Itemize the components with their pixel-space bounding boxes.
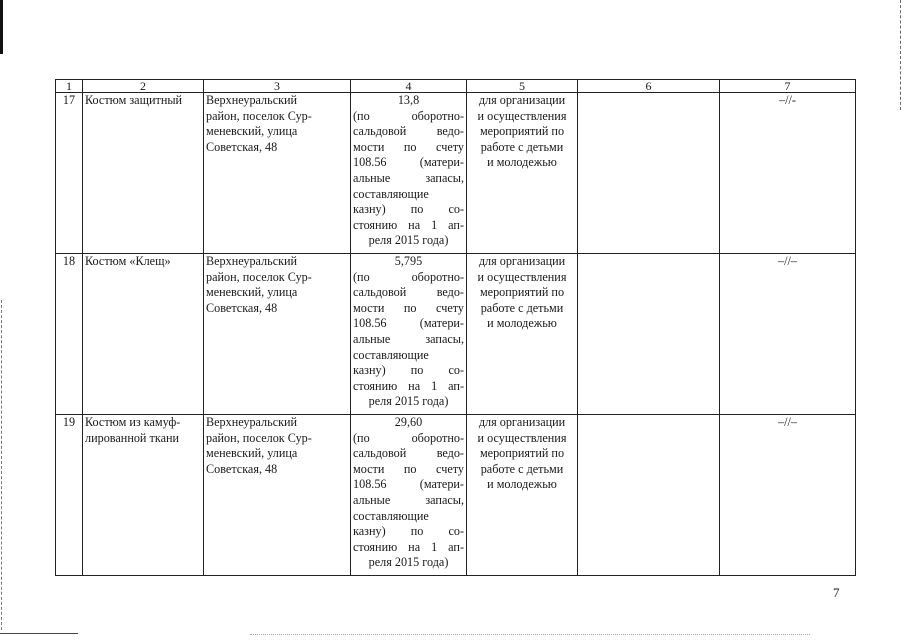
header-cell-4: 4 [351,80,467,93]
value-note-line: (по оборотно- [353,430,464,445]
purpose-cell [467,93,578,254]
value-note-line: 108.56 (матери- [353,477,464,492]
page-number: 7 [833,585,840,600]
value-cell [351,254,467,415]
address-line: Советская, 48 [206,300,278,315]
purpose-line: работе с детьми [480,461,564,476]
address-line: меневский, улица [206,124,298,139]
purpose-line: мероприятий по [479,285,565,300]
row-number: 19 [56,415,83,576]
purpose-line: мероприятий по [479,446,565,461]
address-cell [204,93,351,254]
header-cell-7: 7 [720,80,856,93]
value-note-line: сальдовой ведо- [353,446,464,461]
value-note-line: сальдовой ведо- [353,285,464,300]
table-row [56,93,856,254]
purpose-cell [467,415,578,576]
value-note-line: (по оборотно- [353,269,464,284]
value-note-line: сальдовой ведо- [353,124,464,139]
column-7-cell: –//– [720,254,856,415]
item-name-line: лированной ткани [85,430,180,445]
scan-edge-dashes-left [1,300,3,630]
purpose-line: и молодежью [487,155,557,170]
address-line: район, поселок Сур- [206,269,312,284]
purpose-cell [467,254,578,415]
header-cell-2: 2 [83,80,204,93]
purpose-line: и молодежью [487,316,557,331]
purpose-line: и осуществления [477,430,567,445]
item-value: 5,795 [394,254,423,268]
value-note-line: мости по счету [353,139,464,154]
value-note-line: казну) по со- [353,202,464,217]
header-cell-1: 1 [56,80,83,93]
value-note-line: казну) по со- [353,363,464,378]
value-note-line: мости по счету [353,300,464,315]
value-note-line: стоянию на 1 ап- [353,378,464,393]
value-note-line: стоянию на 1 ап- [353,217,464,232]
address-line: район, поселок Сур- [206,108,312,123]
address-cell [204,254,351,415]
address-line: меневский, улица [206,285,298,300]
value-cell [351,93,467,254]
purpose-line: для организации [478,415,566,429]
column-7-cell: –//– [720,415,856,576]
address-line: Верхнеуральский [206,415,298,429]
address-line: Советская, 48 [206,461,278,476]
value-note-line: 108.56 (матери- [353,155,464,170]
value-note-line: альные запасы, [353,170,464,185]
purpose-line: для организации [478,254,566,268]
purpose-line: и молодежью [487,477,557,492]
value-note-line: мости по счету [353,461,464,476]
header-row [56,80,856,93]
scan-bottom-line [0,633,78,634]
address-line: район, поселок Сур- [206,430,312,445]
value-note-line: альные запасы, [353,492,464,507]
purpose-line: для организации [478,93,566,107]
row-number: 18 [56,254,83,415]
column-7-cell: –//- [720,93,856,254]
value-note-line: составляющие [353,347,429,362]
address-line: Верхнеуральский [206,254,298,268]
header-cell-6: 6 [578,80,720,93]
purpose-line: и осуществления [477,108,567,123]
column-6-cell [578,415,720,576]
value-note-line: (по оборотно- [353,108,464,123]
table-row [56,415,856,576]
item-name-line: Костюм из камуф- [85,415,181,429]
value-note-line: составляющие [353,508,429,523]
item-value: 13,8 [397,93,420,107]
item-name-cell [83,254,204,415]
value-note-line: альные запасы, [353,331,464,346]
item-name-cell [83,93,204,254]
address-line: Верхнеуральский [206,93,298,107]
address-cell [204,415,351,576]
purpose-line: работе с детьми [480,139,564,154]
property-table [55,79,856,576]
item-value: 29,60 [394,415,423,429]
purpose-line: и осуществления [477,269,567,284]
column-6-cell [578,93,720,254]
header-cell-3: 3 [204,80,351,93]
scan-bottom-dots [250,634,810,636]
purpose-line: мероприятий по [479,124,565,139]
scan-edge-dashes-right [900,0,902,110]
row-number: 17 [56,93,83,254]
column-6-cell [578,254,720,415]
header-cell-5: 5 [467,80,578,93]
item-name-line: Костюм защитный [85,93,183,107]
table-row [56,254,856,415]
value-cell [351,415,467,576]
value-note-line: реля 2015 года) [368,394,449,409]
purpose-line: работе с детьми [480,300,564,315]
value-note-line: реля 2015 года) [368,233,449,248]
value-note-line: реля 2015 года) [368,555,449,570]
value-note-line: казну) по со- [353,524,464,539]
value-note-line: 108.56 (матери- [353,316,464,331]
item-name-cell [83,415,204,576]
address-line: Советская, 48 [206,139,278,154]
address-line: меневский, улица [206,446,298,461]
value-note-line: стоянию на 1 ап- [353,539,464,554]
scan-edge-mark [0,0,3,54]
value-note-line: составляющие [353,186,429,201]
item-name-line: Костюм «Клещ» [85,254,171,268]
